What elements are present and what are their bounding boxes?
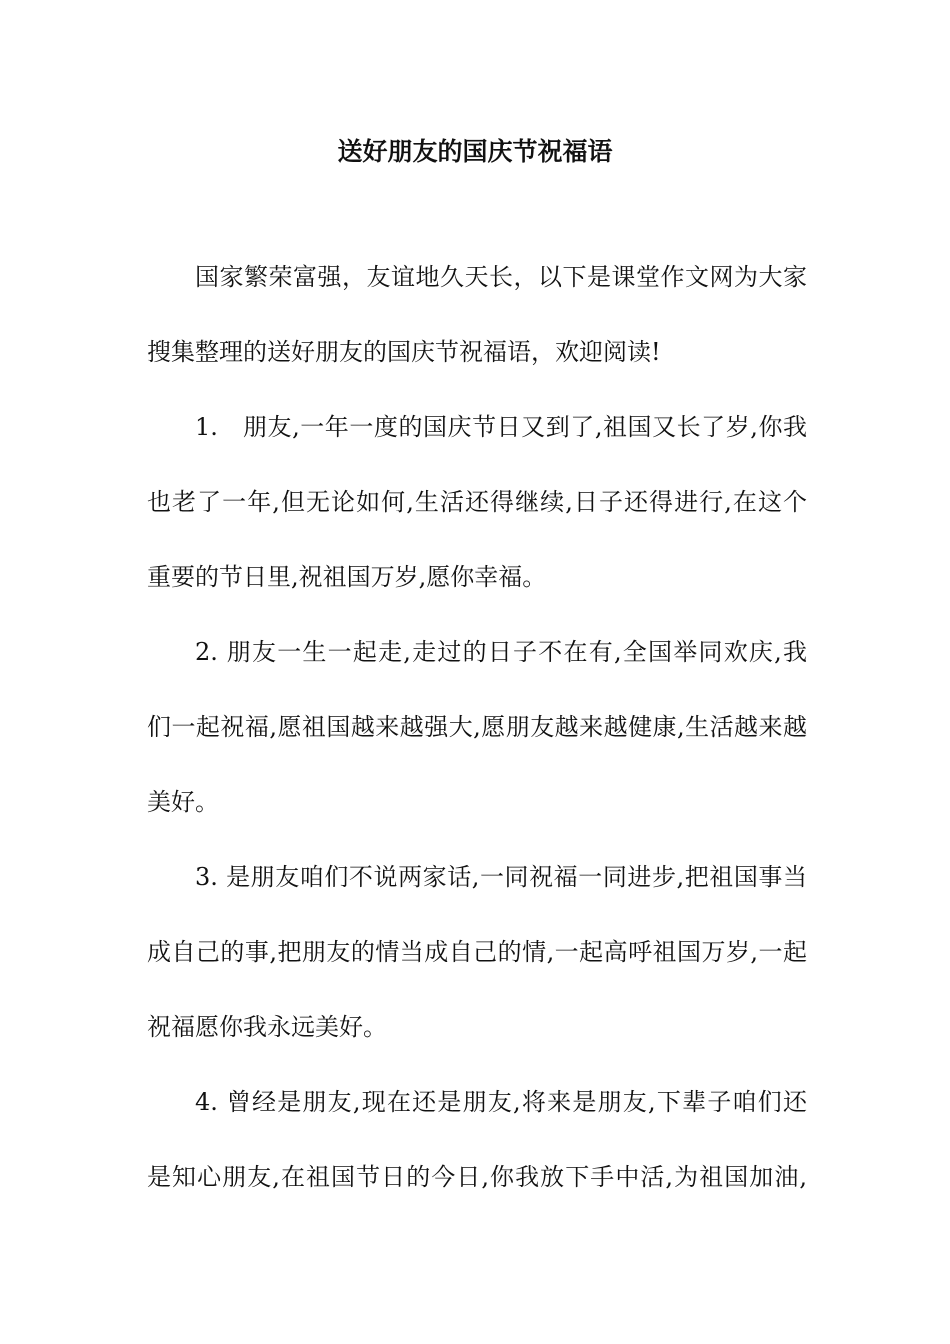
paragraph-line: 1. 朋友,一年一度的国庆节日又到了,祖国又长了岁,你我 (195, 413, 807, 441)
paragraph-line: 国家繁荣富强，友谊地久天长，以下是课堂作文网为大家 (195, 263, 807, 291)
paragraph-line: 3. 是朋友咱们不说两家话,一同祝福一同进步,把祖国事当 (195, 863, 807, 891)
paragraph-line: 也老了一年,但无论如何,生活还得继续,日子还得进行,在这个 (147, 488, 807, 516)
document-title: 送好朋友的国庆节祝福语 (337, 137, 613, 166)
paragraph-line: 搜集整理的送好朋友的国庆节祝福语，欢迎阅读! (147, 338, 661, 366)
paragraph-line: 是知心朋友,在祖国节日的今日,你我放下手中活,为祖国加油, (147, 1163, 807, 1191)
paragraph-line: 祝福愿你我永远美好。 (147, 1013, 387, 1041)
paragraph-line: 美好。 (147, 788, 219, 816)
paragraph-line: 重要的节日里,祝祖国万岁,愿你幸福。 (147, 563, 547, 591)
paragraph-line: 们一起祝福,愿祖国越来越强大,愿朋友越来越健康,生活越来越 (147, 713, 807, 741)
paragraph-line: 成自己的事,把朋友的情当成自己的情,一起高呼祖国万岁,一起 (147, 938, 807, 966)
paragraph-line: 4. 曾经是朋友,现在还是朋友,将来是朋友,下辈子咱们还 (195, 1088, 807, 1116)
paragraph-line: 2. 朋友一生一起走,走过的日子不在有,全国举同欢庆,我 (195, 638, 807, 666)
